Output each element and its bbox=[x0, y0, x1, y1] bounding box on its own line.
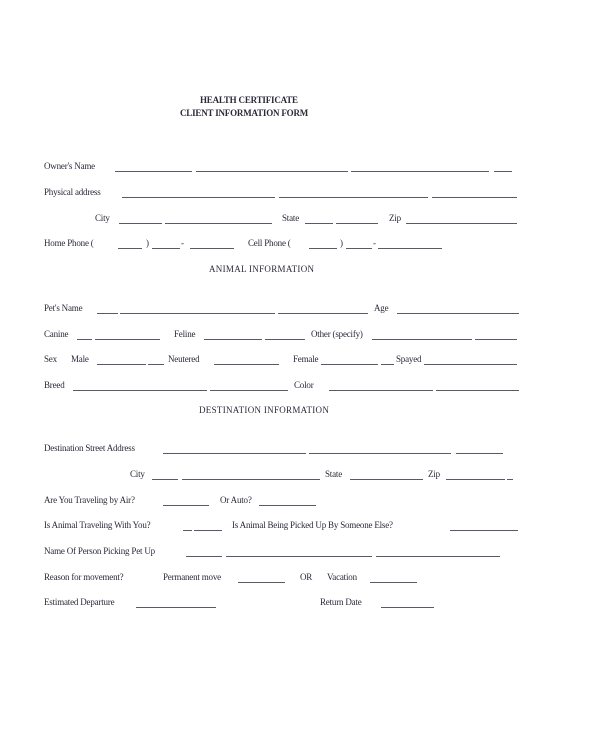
blank-field[interactable] bbox=[378, 248, 442, 249]
canine-label: Canine bbox=[44, 329, 69, 339]
blank-field[interactable] bbox=[265, 339, 305, 340]
blank-field[interactable] bbox=[194, 530, 222, 531]
blank-field[interactable] bbox=[494, 171, 512, 172]
blank-field[interactable] bbox=[122, 197, 275, 198]
blank-field[interactable] bbox=[186, 556, 222, 557]
blank-field[interactable] bbox=[350, 479, 423, 480]
form-title: HEALTH CERTIFICATE bbox=[200, 95, 298, 105]
blank-field[interactable] bbox=[183, 530, 192, 531]
pets-name-label: Pet's Name bbox=[44, 303, 83, 313]
blank-field[interactable] bbox=[238, 582, 285, 583]
other-label: Other (specify) bbox=[311, 329, 363, 339]
blank-field[interactable] bbox=[163, 453, 306, 454]
departure-label: Estimated Departure bbox=[44, 597, 115, 607]
state-label: State bbox=[325, 469, 342, 479]
blank-field[interactable] bbox=[381, 364, 394, 365]
or-label: OR bbox=[300, 572, 313, 582]
street-address-label: Destination Street Address bbox=[44, 443, 135, 453]
breed-label: Breed bbox=[44, 380, 65, 390]
spayed-label: Spayed bbox=[396, 354, 422, 364]
animal-section-title: ANIMAL INFORMATION bbox=[209, 264, 315, 274]
blank-field[interactable] bbox=[152, 248, 180, 249]
blank-field[interactable] bbox=[376, 556, 500, 557]
blank-field[interactable] bbox=[163, 505, 209, 506]
female-label: Female bbox=[293, 354, 319, 364]
blank-field[interactable] bbox=[446, 479, 505, 480]
picked-up-label: Is Animal Being Picked Up By Someone Else? bbox=[232, 520, 393, 530]
reason-label: Reason for movement? bbox=[44, 572, 124, 582]
paren-close-label: ) bbox=[340, 238, 343, 248]
blank-field[interactable] bbox=[97, 364, 146, 365]
or-auto-label: Or Auto? bbox=[220, 495, 252, 505]
blank-field[interactable] bbox=[118, 248, 142, 249]
blank-field[interactable] bbox=[148, 364, 164, 365]
blank-field[interactable] bbox=[73, 390, 207, 391]
permanent-label: Permanent move bbox=[163, 572, 221, 582]
zip-label: Zip bbox=[389, 213, 401, 223]
dash-label: - bbox=[181, 238, 184, 248]
blank-field[interactable] bbox=[120, 313, 275, 314]
dash-label: - bbox=[373, 238, 376, 248]
blank-field[interactable] bbox=[424, 364, 517, 365]
blank-field[interactable] bbox=[278, 313, 368, 314]
blank-field[interactable] bbox=[259, 505, 316, 506]
blank-field[interactable] bbox=[351, 171, 489, 172]
blank-field[interactable] bbox=[77, 339, 92, 340]
blank-field[interactable] bbox=[95, 339, 160, 340]
blank-field[interactable] bbox=[182, 479, 320, 480]
blank-field[interactable] bbox=[456, 453, 503, 454]
blank-field[interactable] bbox=[152, 479, 178, 480]
form-subtitle: CLIENT INFORMATION FORM bbox=[180, 108, 309, 118]
with-you-label: Is Animal Traveling With You? bbox=[44, 520, 151, 530]
blank-field[interactable] bbox=[372, 339, 472, 340]
blank-field[interactable] bbox=[279, 197, 428, 198]
home-phone-label: Home Phone ( bbox=[44, 238, 94, 248]
blank-field[interactable] bbox=[436, 390, 519, 391]
blank-field[interactable] bbox=[329, 390, 433, 391]
city-label: City bbox=[95, 213, 110, 223]
blank-field[interactable] bbox=[97, 313, 118, 314]
blank-field[interactable] bbox=[475, 339, 517, 340]
blank-field[interactable] bbox=[397, 313, 519, 314]
vacation-label: Vacation bbox=[327, 572, 357, 582]
blank-field[interactable] bbox=[370, 582, 417, 583]
blank-field[interactable] bbox=[346, 248, 372, 249]
blank-field[interactable] bbox=[321, 364, 378, 365]
state-label: State bbox=[282, 213, 299, 223]
feline-label: Feline bbox=[174, 329, 196, 339]
zip-label: Zip bbox=[428, 469, 440, 479]
blank-field[interactable] bbox=[406, 223, 517, 224]
blank-field[interactable] bbox=[190, 248, 234, 249]
blank-field[interactable] bbox=[305, 223, 333, 224]
city-label: City bbox=[130, 469, 145, 479]
male-label: Male bbox=[71, 354, 89, 364]
blank-field[interactable] bbox=[210, 390, 288, 391]
by-air-label: Are You Traveling by Air? bbox=[44, 495, 135, 505]
blank-field[interactable] bbox=[309, 453, 451, 454]
blank-field[interactable] bbox=[432, 197, 517, 198]
blank-field[interactable] bbox=[336, 223, 378, 224]
cell-phone-label: Cell Phone ( bbox=[248, 238, 291, 248]
paren-close-label: ) bbox=[146, 238, 149, 248]
person-picking-label: Name Of Person Picking Pet Up bbox=[44, 546, 155, 556]
blank-field[interactable] bbox=[115, 171, 192, 172]
neutered-label: Neutered bbox=[168, 354, 200, 364]
blank-field[interactable] bbox=[309, 248, 337, 249]
age-label: Age bbox=[374, 303, 389, 313]
return-date-label: Return Date bbox=[320, 597, 362, 607]
blank-field[interactable] bbox=[507, 479, 513, 480]
blank-field[interactable] bbox=[450, 530, 518, 531]
color-label: Color bbox=[294, 380, 314, 390]
blank-field[interactable] bbox=[204, 339, 262, 340]
blank-field[interactable] bbox=[136, 607, 216, 608]
destination-section-title: DESTINATION INFORMATION bbox=[199, 405, 330, 415]
blank-field[interactable] bbox=[119, 223, 162, 224]
blank-field[interactable] bbox=[165, 223, 272, 224]
physical-address-label: Physical address bbox=[44, 187, 101, 197]
owners-name-label: Owner's Name bbox=[44, 161, 95, 171]
blank-field[interactable] bbox=[381, 607, 434, 608]
blank-field[interactable] bbox=[196, 171, 348, 172]
blank-field[interactable] bbox=[214, 364, 279, 365]
sex-label: Sex bbox=[44, 354, 57, 364]
blank-field[interactable] bbox=[226, 556, 372, 557]
